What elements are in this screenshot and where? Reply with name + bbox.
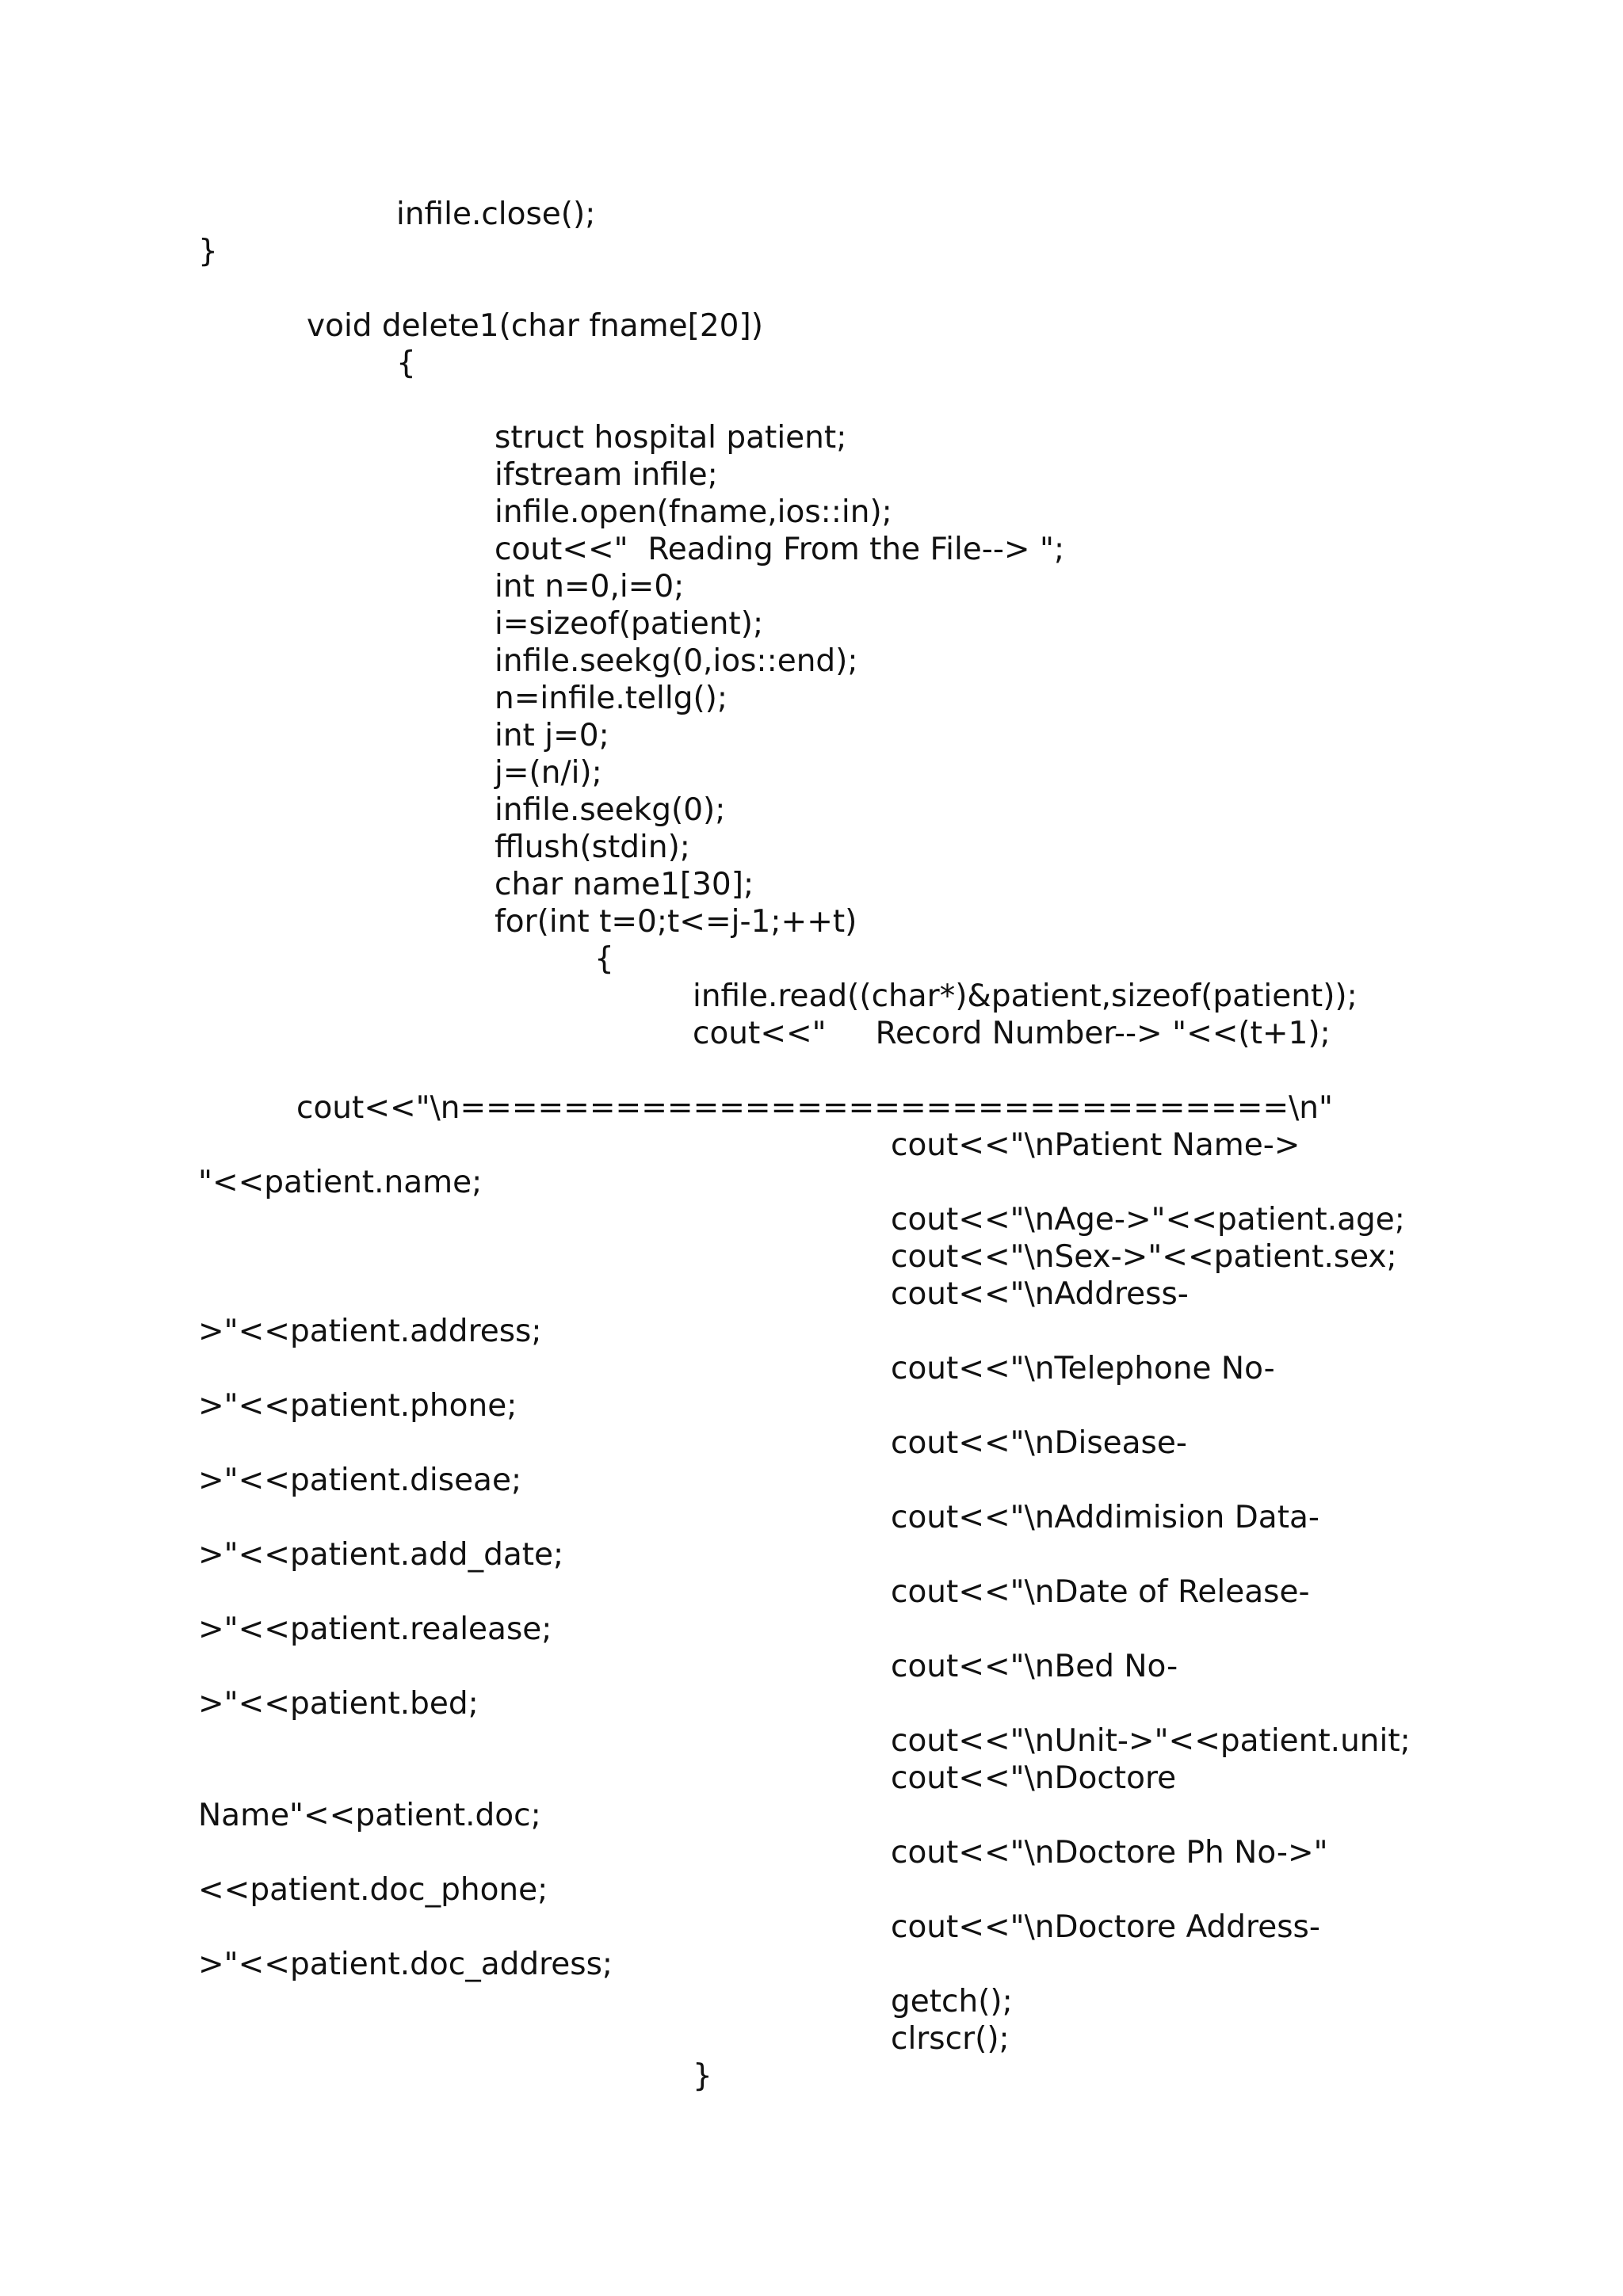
- code-line: for(int t=0;t<=j-1;++t): [495, 904, 857, 940]
- code-line: >"<<patient.bed;: [198, 1686, 479, 1722]
- code-line: int n=0,i=0;: [495, 569, 685, 605]
- code-line: {: [594, 941, 614, 977]
- code-line: struct hospital patient;: [495, 420, 847, 456]
- code-line: cout<<"\nUnit->"<<patient.unit;: [891, 1723, 1411, 1759]
- code-line: cout<<"\nAddress-: [891, 1276, 1189, 1312]
- code-line: cout<<"\nDoctore Ph No->": [891, 1835, 1328, 1871]
- code-line: cout<<"\nBed No-: [891, 1649, 1178, 1684]
- code-line: cout<<" Reading From the File--> ";: [495, 532, 1065, 567]
- code-line: fflush(stdin);: [495, 830, 690, 865]
- code-line: cout<<" Record Number--> "<<(t+1);: [693, 1016, 1331, 1051]
- code-line: >"<<patient.address;: [198, 1314, 542, 1349]
- code-line: infile.open(fname,ios::in);: [495, 494, 892, 530]
- code-line: infile.close();: [396, 196, 596, 232]
- code-line: >"<<patient.phone;: [198, 1388, 517, 1424]
- code-line: int j=0;: [495, 718, 609, 753]
- code-line: cout<<"\nDoctore: [891, 1760, 1177, 1796]
- code-line: cout<<"\nAge->"<<patient.age;: [891, 1202, 1405, 1238]
- code-line: >"<<patient.add_date;: [198, 1537, 564, 1573]
- code-line: >"<<patient.realease;: [198, 1611, 552, 1647]
- code-line: ifstream infile;: [495, 457, 718, 493]
- code-line: Name"<<patient.doc;: [198, 1798, 541, 1833]
- code-line: cout<<"\nTelephone No-: [891, 1351, 1275, 1386]
- code-line: >"<<patient.doc_address;: [198, 1947, 613, 1982]
- code-line: cout<<"\nDisease-: [891, 1425, 1187, 1461]
- code-line: "<<patient.name;: [198, 1165, 483, 1200]
- code-line: }: [693, 2058, 712, 2094]
- code-line: i=sizeof(patient);: [495, 606, 764, 642]
- code-line: cout<<"\nAddimision Data-: [891, 1500, 1319, 1535]
- code-line: n=infile.tellg();: [495, 681, 728, 716]
- code-line: <<patient.doc_phone;: [198, 1872, 548, 1908]
- code-line: clrscr();: [891, 2021, 1010, 2057]
- code-line: char name1[30];: [495, 867, 754, 902]
- code-line: infile.seekg(0,ios::end);: [495, 643, 858, 679]
- code-line: cout<<"\nDoctore Address-: [891, 1909, 1320, 1945]
- code-line: }: [198, 234, 218, 269]
- code-line: infile.read((char*)&patient,sizeof(patient));: [693, 978, 1358, 1014]
- code-line: cout<<"\nSex->"<<patient.sex;: [891, 1239, 1397, 1275]
- code-line: >"<<patient.diseae;: [198, 1463, 522, 1498]
- code-line: getch();: [891, 1984, 1013, 2019]
- code-line: cout<<"\nDate of Release-: [891, 1574, 1310, 1610]
- code-line: cout<<"\n================================\n": [296, 1090, 1333, 1126]
- code-line: j=(n/i);: [495, 755, 602, 791]
- code-line: void delete1(char fname[20]): [307, 308, 763, 344]
- code-line: {: [396, 345, 416, 381]
- code-line: infile.seekg(0);: [495, 792, 726, 828]
- code-line: cout<<"\nPatient Name->: [891, 1127, 1300, 1163]
